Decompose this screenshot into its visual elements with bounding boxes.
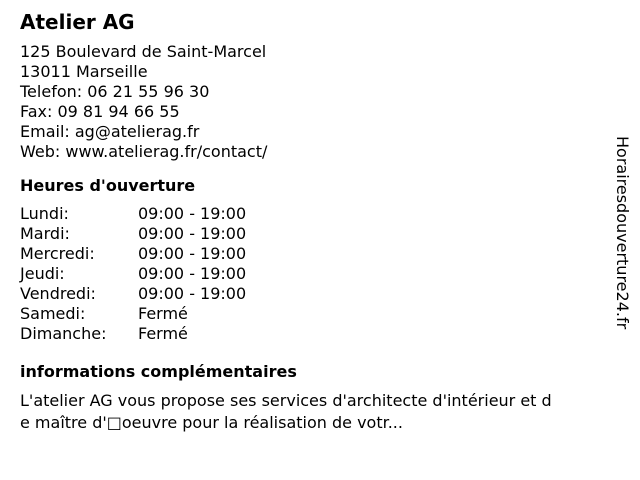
hours-day: Samedi: [20, 304, 86, 323]
hours-time: 09:00 - 19:00 [138, 244, 247, 263]
info-heading: informations complémentaires [20, 362, 297, 381]
business-card [20, 8, 600, 434]
info-text: L'atelier AG vous propose ses services d'architecte d'intérieur et de maître d'□oeuvre pour la réalisation de votr... [20, 391, 552, 432]
hours-day: Vendredi: [20, 284, 96, 303]
hours-row [20, 264, 600, 284]
address-city: 13011 Marseille [20, 62, 148, 81]
hours-time: 09:00 - 19:00 [138, 284, 247, 303]
hours-day: Mercredi: [20, 244, 95, 263]
hours-time: 09:00 - 19:00 [138, 224, 247, 243]
hours-row [20, 244, 600, 264]
web-line: Web: www.atelierag.fr/contact/ [20, 142, 268, 161]
hours-time: Fermé [138, 304, 188, 323]
hours-day: Mardi: [20, 224, 70, 243]
email-line: Email: ag@atelierag.fr [20, 122, 200, 141]
business-name: Atelier AG [20, 10, 135, 34]
phone-line: Telefon: 06 21 55 96 30 [20, 82, 210, 101]
address-street: 125 Boulevard de Saint-Marcel [20, 42, 267, 61]
hours-row [20, 284, 600, 304]
hours-row [20, 324, 600, 344]
hours-table [20, 204, 600, 344]
hours-row [20, 224, 600, 244]
hours-heading: Heures d'ouverture [20, 176, 196, 195]
address-block [20, 42, 600, 162]
hours-day: Dimanche: [20, 324, 107, 343]
hours-row [20, 204, 600, 224]
hours-time: 09:00 - 19:00 [138, 264, 247, 283]
site-watermark: Horairesdouverture24.fr [613, 136, 632, 330]
hours-time: 09:00 - 19:00 [138, 204, 247, 223]
hours-time: Fermé [138, 324, 188, 343]
hours-day: Jeudi: [20, 264, 65, 283]
hours-day: Lundi: [20, 204, 69, 223]
fax-line: Fax: 09 81 94 66 55 [20, 102, 180, 121]
hours-row [20, 304, 600, 324]
